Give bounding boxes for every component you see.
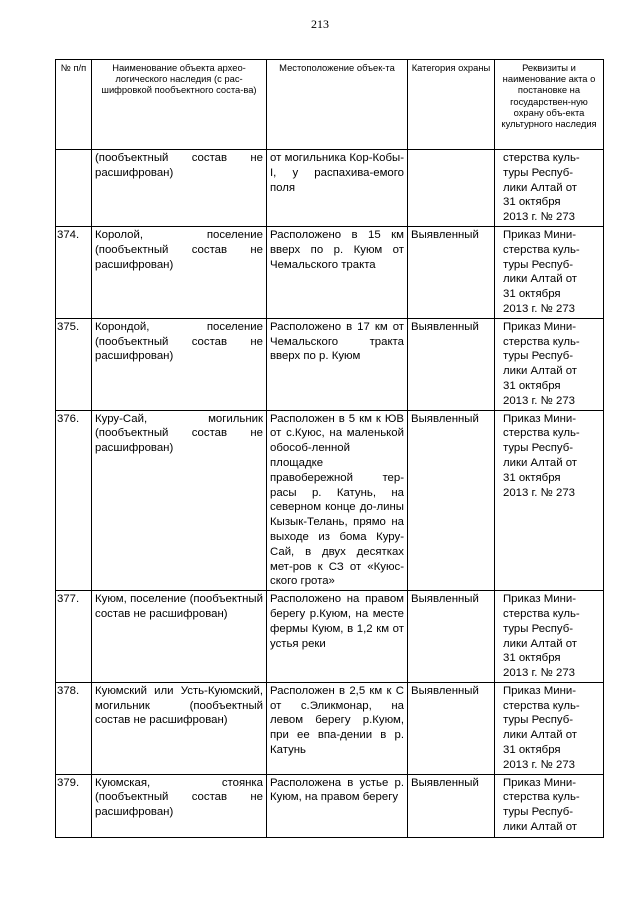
object-location: Расположено в 17 км от Чемальского тракта вверх по р. Куюм (267, 318, 408, 410)
requisites-line: Приказ Мини- (503, 320, 577, 333)
heritage-registry-table (55, 59, 604, 838)
requisites-line: лики Алтай от (503, 181, 578, 194)
object-location: Расположена в устье р. Куюм, на правом берегу (267, 774, 408, 837)
object-location: от могильника Кор-Кобы-I, у распахива-емого поля (267, 150, 408, 227)
requisites-line: лики Алтай от (503, 456, 578, 469)
requisites-line: туры Респуб- (503, 806, 574, 819)
requisites-line: туры Респуб- (503, 350, 574, 363)
requisites-line: 31 октября (503, 379, 561, 392)
requisites-line: туры Респуб- (503, 622, 574, 635)
requisites-line: Приказ Мини- (503, 684, 577, 697)
header-location: Местоположение объек-та (267, 60, 408, 150)
protection-category: Выявленный (408, 591, 495, 683)
header-requisites: Реквизиты и наименование акта о постановке на государствен-ную охрану объ-екта культурного наследия (495, 60, 604, 150)
requisites-line: 2013 г. № 273 (503, 486, 575, 499)
requisites-line: 31 октября (503, 744, 561, 757)
act-requisites (495, 318, 604, 410)
table-row (56, 774, 604, 837)
requisites-line: 2013 г. № 273 (503, 211, 575, 224)
row-number: 377. (56, 591, 92, 683)
table-row (56, 682, 604, 774)
requisites-line: Приказ Мини- (503, 412, 577, 425)
protection-category: Выявленный (408, 774, 495, 837)
protection-category (408, 150, 495, 227)
requisites-line: лики Алтай от (503, 729, 578, 742)
requisites-line: 2013 г. № 273 (503, 667, 575, 680)
object-name: (пообъектный состав не расшифрован) (92, 150, 267, 227)
requisites-line: Приказ Мини- (503, 593, 577, 606)
act-requisites (495, 591, 604, 683)
object-name: Куюмская, стоянка (пообъектный состав не расшифрован) (92, 774, 267, 837)
header-protection-category: Категория охраны (408, 60, 495, 150)
protection-category: Выявленный (408, 318, 495, 410)
requisites-line: стерства куль- (503, 152, 580, 164)
act-requisites (495, 226, 604, 318)
row-number: 376. (56, 410, 92, 591)
requisites-line: Приказ Мини- (503, 228, 577, 241)
requisites-line: туры Респуб- (503, 442, 574, 455)
table-row (56, 150, 604, 227)
row-number: 375. (56, 318, 92, 410)
object-name: Куру-Сай, могильник (пообъектный состав не расшифрован) (92, 410, 267, 591)
requisites-line: стерства куль- (503, 607, 580, 620)
requisites-line: туры Респуб- (503, 166, 574, 179)
table-row (56, 226, 604, 318)
act-requisites (495, 150, 604, 227)
object-name: Куюмский или Усть-Куюмский, могильник (пообъектный состав не расшифрован) (92, 682, 267, 774)
requisites-line: туры Респуб- (503, 714, 574, 727)
object-location: Расположен в 2,5 км к С от с.Эликмонар, на левом берегу р.Куюм, при ее впа-дении в р. Катунь (267, 682, 408, 774)
act-requisites (495, 410, 604, 591)
header-object-name: Наименование объекта архео-логического наследия (с рас-шифровкой пообъектного соста-ва) (92, 60, 267, 150)
requisites-line: лики Алтай от (503, 365, 578, 378)
act-requisites (495, 682, 604, 774)
row-number: 379. (56, 774, 92, 837)
requisites-line: 31 октября (503, 288, 561, 301)
row-number: 374. (56, 226, 92, 318)
act-requisites (495, 774, 604, 837)
page-number: 213 (311, 17, 329, 31)
requisites-line: 2013 г. № 273 (503, 758, 575, 771)
requisites-line: туры Респуб- (503, 258, 574, 271)
requisites-line: лики Алтай от (503, 821, 578, 834)
object-name: Корондой, поселение (пообъектный состав не расшифрован) (92, 318, 267, 410)
table-row (56, 410, 604, 591)
requisites-line: 31 октября (503, 471, 561, 484)
object-location: Расположено на правом берегу р.Куюм, на месте фермы Куюм, в 1,2 км от устья реки (267, 591, 408, 683)
protection-category: Выявленный (408, 226, 495, 318)
object-name: Куюм, поселение (пообъектный состав не расшифрован) (92, 591, 267, 683)
requisites-line: стерства куль- (503, 335, 580, 348)
requisites-line: стерства куль- (503, 427, 580, 440)
table-header-row (56, 60, 604, 150)
header-number: № п/п (56, 60, 92, 150)
object-name: Королой, поселение (пообъектный состав не расшифрован) (92, 226, 267, 318)
requisites-line: 31 октября (503, 196, 561, 209)
table-row (56, 318, 604, 410)
protection-category: Выявленный (408, 682, 495, 774)
requisites-line: 2013 г. № 273 (503, 302, 575, 315)
requisites-line: 31 октября (503, 652, 561, 665)
requisites-line: лики Алтай от (503, 273, 578, 286)
requisites-line: стерства куль- (503, 243, 580, 256)
object-location: Расположен в 5 км к ЮВ от с.Куюс, на маленькой обособ-ленной площадке правобережной тер-расы р. Катунь, на северном конце до-лины Кызык-Телань, прямо на выходе из бома Куру-Сай, в двух десятках мет-ров к СЗ от «Куюс-ского грота» (267, 410, 408, 591)
requisites-line: 2013 г. № 273 (503, 394, 575, 407)
requisites-line: стерства куль- (503, 699, 580, 712)
table-row (56, 591, 604, 683)
object-location: Расположено в 15 км вверх по р. Куюм от Чемальского тракта (267, 226, 408, 318)
protection-category: Выявленный (408, 410, 495, 591)
requisites-line: Приказ Мини- (503, 776, 577, 789)
row-number: 378. (56, 682, 92, 774)
requisites-line: стерства куль- (503, 791, 580, 804)
requisites-line: лики Алтай от (503, 637, 578, 650)
row-number (56, 150, 92, 227)
